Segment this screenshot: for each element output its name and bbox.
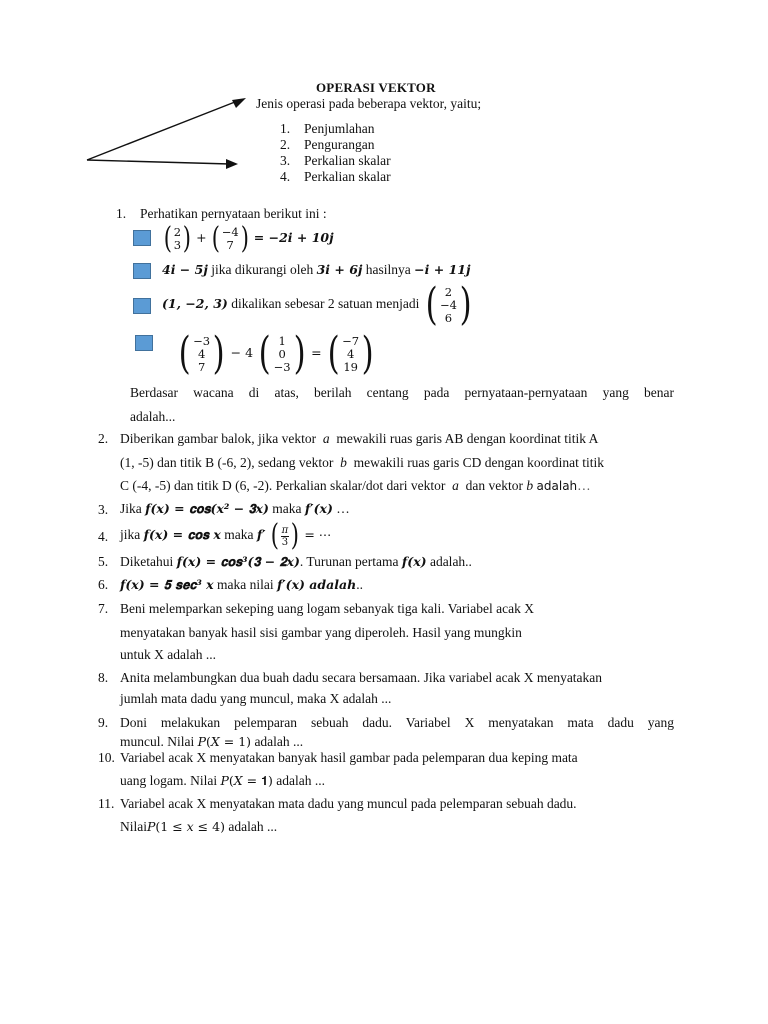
statement-4: ( −3 4 7 ) − 4 ( 1 0 −3 ) = ( −7 4 19 ) xyxy=(178,328,374,379)
q2-line1: Diberikan gambar balok, jika vektor a mewakili ruas garis AB dengan koordinat titik A xyxy=(120,431,599,446)
list-item: 4. Perkalian skalar xyxy=(280,169,391,184)
q1-instruction-line1: Berdasar wacana di atas, berilah centang pada pernyataan-pernyataan yang benar xyxy=(130,385,674,400)
q3-text: Jika 𝒇(𝒙) = 𝐜𝐨𝐬(𝒙² − 𝟑𝒙) maka 𝒇′(𝒙) … xyxy=(120,501,350,516)
q1-instruction-line2: adalah... xyxy=(130,409,176,424)
q1-number: 1. xyxy=(116,206,127,221)
q11-number: 11. xyxy=(98,796,115,811)
checkbox-statement-4[interactable] xyxy=(135,335,153,351)
q9-line2: muncul. Nilai 𝑃(𝑋 = 1) adalah ... xyxy=(120,734,304,749)
q8-number: 8. xyxy=(98,670,109,685)
statement-2: 4𝒊 − 5𝒋 jika dikurangi oleh 3𝒊 + 6𝒋 hasilnya −𝒊 + 11𝒋 xyxy=(162,262,471,277)
statement-3: (1, −2, 3) dikalikan sebesar 2 satuan menjadi ( 2 −4 6 ) xyxy=(162,279,472,330)
q1-text: Perhatikan pernyataan berikut ini : xyxy=(140,206,327,221)
q9-number: 9. xyxy=(98,715,109,730)
q10-line2: uang logam. Nilai 𝑃(𝑋 = 𝟏) adalah ... xyxy=(120,773,326,788)
q9-line1: Doni melakukan pelemparan sebuah dadu. Variabel X menyatakan mata dadu yang xyxy=(120,715,674,730)
checkbox-statement-2[interactable] xyxy=(133,263,151,279)
q8-line1: Anita melambungkan dua buah dadu secara bersamaan. Jika variabel acak X menyatakan xyxy=(120,670,603,685)
q2-number: 2. xyxy=(98,431,109,446)
q4-number: 4. xyxy=(98,529,109,544)
q2-line2: (1, -5) dan titik B (-6, 2), sedang vektor b mewakili ruas garis CD dengan koordinat titik xyxy=(120,455,605,470)
q5-text: Diketahui 𝒇(𝒙) = 𝐜𝐨𝐬³(𝟑 − 𝟐𝒙). Turunan pertama 𝒇(𝒙) adalah.. xyxy=(120,554,472,569)
vector-arrows-diagram xyxy=(80,92,250,172)
checkbox-statement-1[interactable] xyxy=(133,230,151,246)
q7-line2: menyatakan banyak hasil sisi gambar yang diperoleh. Hasil yang mungkin xyxy=(120,625,522,640)
list-item: 2. Pengurangan xyxy=(280,137,375,152)
page-title: OPERASI VEKTOR xyxy=(316,80,436,95)
q7-line3: untuk X adalah ... xyxy=(120,647,216,662)
q10-number: 10. xyxy=(98,750,115,765)
q7-number: 7. xyxy=(98,601,109,616)
q7-line1: Beni melemparkan sekeping uang logam sebanyak tiga kali. Variabel acak X xyxy=(120,601,534,616)
q11-line1: Variabel acak X menyatakan mata dadu yang muncul pada pelemparan sebuah dadu. xyxy=(120,796,577,811)
statement-1: ( 2 3 ) + ( −4 7 ) = −2𝒊 + 10𝒋 xyxy=(163,221,334,256)
q2-line3: C (-4, -5) dan titik D (6, -2). Perkalian skalar/dot dari vektor a dan vektor b adalah… xyxy=(120,478,591,493)
q4-text: jika 𝒇(𝒙) = 𝐜𝐨𝐬 𝒙 maka 𝒇′ ( π 3 ) = ⋯ xyxy=(120,518,332,553)
list-item: 3. Perkalian skalar xyxy=(280,153,391,168)
list-item: 1. Penjumlahan xyxy=(280,121,375,136)
q5-number: 5. xyxy=(98,554,109,569)
q6-number: 6. xyxy=(98,577,109,592)
q10-line1: Variabel acak X menyatakan banyak hasil gambar pada pelemparan dua keping mata xyxy=(120,750,578,765)
subtitle: Jenis operasi pada beberapa vektor, yaitu; xyxy=(256,96,482,111)
q3-number: 3. xyxy=(98,502,109,517)
q11-line2: Nilai𝑃(1 ≤ 𝑥 ≤ 4) adalah ... xyxy=(120,819,278,834)
q8-line2: jumlah mata dadu yang muncul, maka X adalah ... xyxy=(120,691,392,706)
checkbox-statement-3[interactable] xyxy=(133,298,151,314)
q6-text: 𝒇(𝒙) = 𝟓 𝐬𝐞𝐜³ 𝒙 maka nilai 𝒇′(𝒙) 𝒂𝒅𝒂𝒍𝒂𝒉.. xyxy=(120,577,363,592)
